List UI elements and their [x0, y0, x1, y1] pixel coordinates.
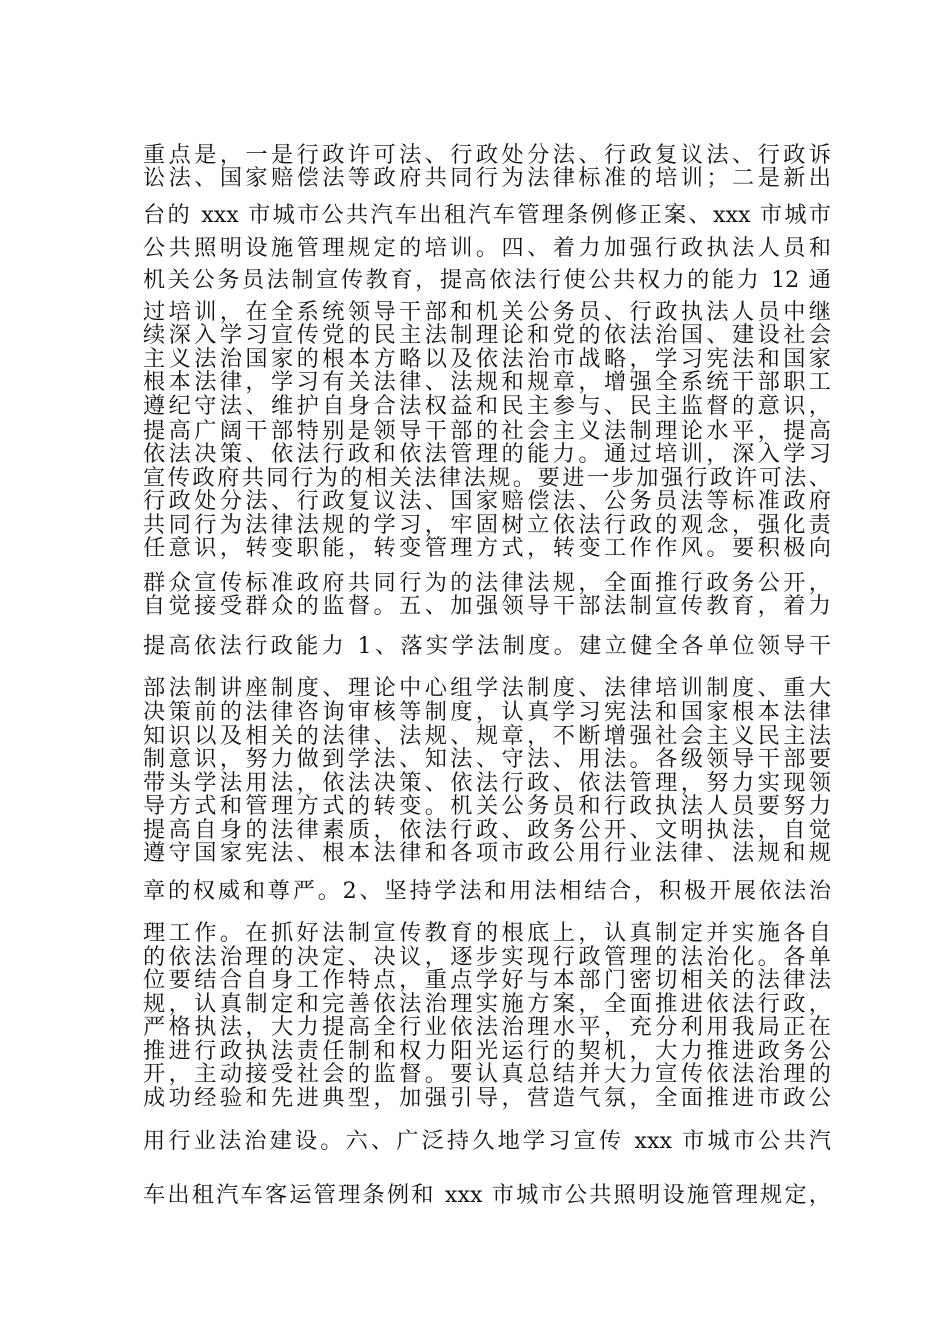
text-line: 行政处分法、行政复议法、国家赔偿法、公务员法等标准政府 [143, 488, 831, 514]
text-line: 公共照明设施管理规定的培训。四、着力加强行政执法人员和 [143, 235, 831, 261]
text-line: 重点是，一是行政许可法、行政处分法、行政复议法、行政诉 [143, 142, 831, 168]
text-line: 宣传政府共同行为的相关法律法规。要进一步加强行政许可法、 [143, 465, 831, 491]
text-line: 的依法治理的决定、决议，逐步实现行政管理的法治化。各单 [143, 944, 831, 970]
text-line: 规，认真制定和完善依法治理实施方案，全面推进依法行政， [143, 991, 831, 1017]
text-line: 制意识，努力做到学法、知法、守法、用法。各级领导干部要 [143, 746, 831, 772]
text-line: 遵守国家宪法、根本法律和各项市政公用行业法律、法规和规 [143, 840, 831, 866]
text-line: 机关公务员法制宣传教育，提高依法行使公共权力的能力 12 通 [143, 267, 831, 293]
text-line: 任意识，转变职能，转变管理方式，转变工作作风。要积极向 [143, 535, 831, 561]
text-line: 部法制讲座制度、理论中心组学法制度、法律培训制度、重大 [143, 675, 831, 701]
text-line: 车出租汽车客运管理条例和 xxx 市城市公共照明设施管理规定， [143, 1182, 831, 1208]
text-line: 提高广阔干部特别是领导干部的社会主义法制理论水平，提高 [143, 418, 831, 444]
text-line: 严格执法，大力提高全行业依法治理水平，充分利用我局正在 [143, 1014, 831, 1040]
text-line: 过培训，在全系统领导干部和机关公务员、行政执法人员中继 [143, 299, 831, 325]
text-line: 遵纪守法、维护自身合法权益和民主参与、民主监督的意识， [143, 393, 831, 419]
text-line: 章的权威和尊严。2、坚持学法和用法相结合，积极开展依法治 [143, 878, 831, 904]
text-line: 讼法、国家赔偿法等政府共同行为法律标准的培训；二是新出 [143, 165, 831, 191]
text-line: 自觉接受群众的监督。五、加强领导干部法制宣传教育，着力 [143, 593, 831, 619]
text-line: 决策前的法律咨询审核等制度，认真学习宪法和国家根本法律 [143, 699, 831, 725]
text-line: 知识以及相关的法律、法规、规章，不断增强社会主义民主法 [143, 723, 831, 749]
text-line: 带头学法用法，依法决策、依法行政、依法管理，努力实现领 [143, 770, 831, 796]
text-line: 推进行政执法责任制和权力阳光运行的契机，大力推进政务公 [143, 1038, 831, 1064]
text-line: 共同行为法律法规的学习，牢固树立依法行政的观念，强化责 [143, 512, 831, 538]
text-line: 理工作。在抓好法制宣传教育的根底上，认真制定并实施各自 [143, 920, 831, 946]
text-line: 群众宣传标准政府共同行为的法律法规，全面推行政务公开， [143, 570, 831, 596]
text-line: 主义法治国家的根本方略以及依法治市战略，学习宪法和国家 [143, 346, 831, 372]
text-line: 提高自身的法律素质，依法行政、政务公开、文明执法，自觉 [143, 817, 831, 843]
text-line: 提高依法行政能力 1、落实学法制度。建立健全各单位领导干 [143, 633, 831, 659]
text-line: 台的 xxx 市城市公共汽车出租汽车管理条例修正案、xxx 市城市 [143, 202, 831, 228]
text-line: 导方式和管理方式的转变。机关公务员和行政执法人员要努力 [143, 793, 831, 819]
text-line: 成功经验和先进典型，加强引导，营造气氛，全面推进市政公 [143, 1085, 831, 1111]
text-line: 位要结合自身工作特点，重点学好与本部门密切相关的法律法 [143, 967, 831, 993]
text-line: 开，主动接受社会的监督。要认真总结并大力宣传依法治理的 [143, 1061, 831, 1087]
text-line: 续深入学习宣传党的民主法制理论和党的依法治国、建设社会 [143, 322, 831, 348]
text-line: 根本法律，学习有关法律、法规和规章，增强全系统干部职工 [143, 369, 831, 395]
text-line: 依法决策、依法行政和依法管理的能力。通过培训，深入学习 [143, 441, 831, 467]
text-line: 用行业法治建设。六、广泛持久地学习宣传 xxx 市城市公共汽 [143, 1128, 831, 1154]
